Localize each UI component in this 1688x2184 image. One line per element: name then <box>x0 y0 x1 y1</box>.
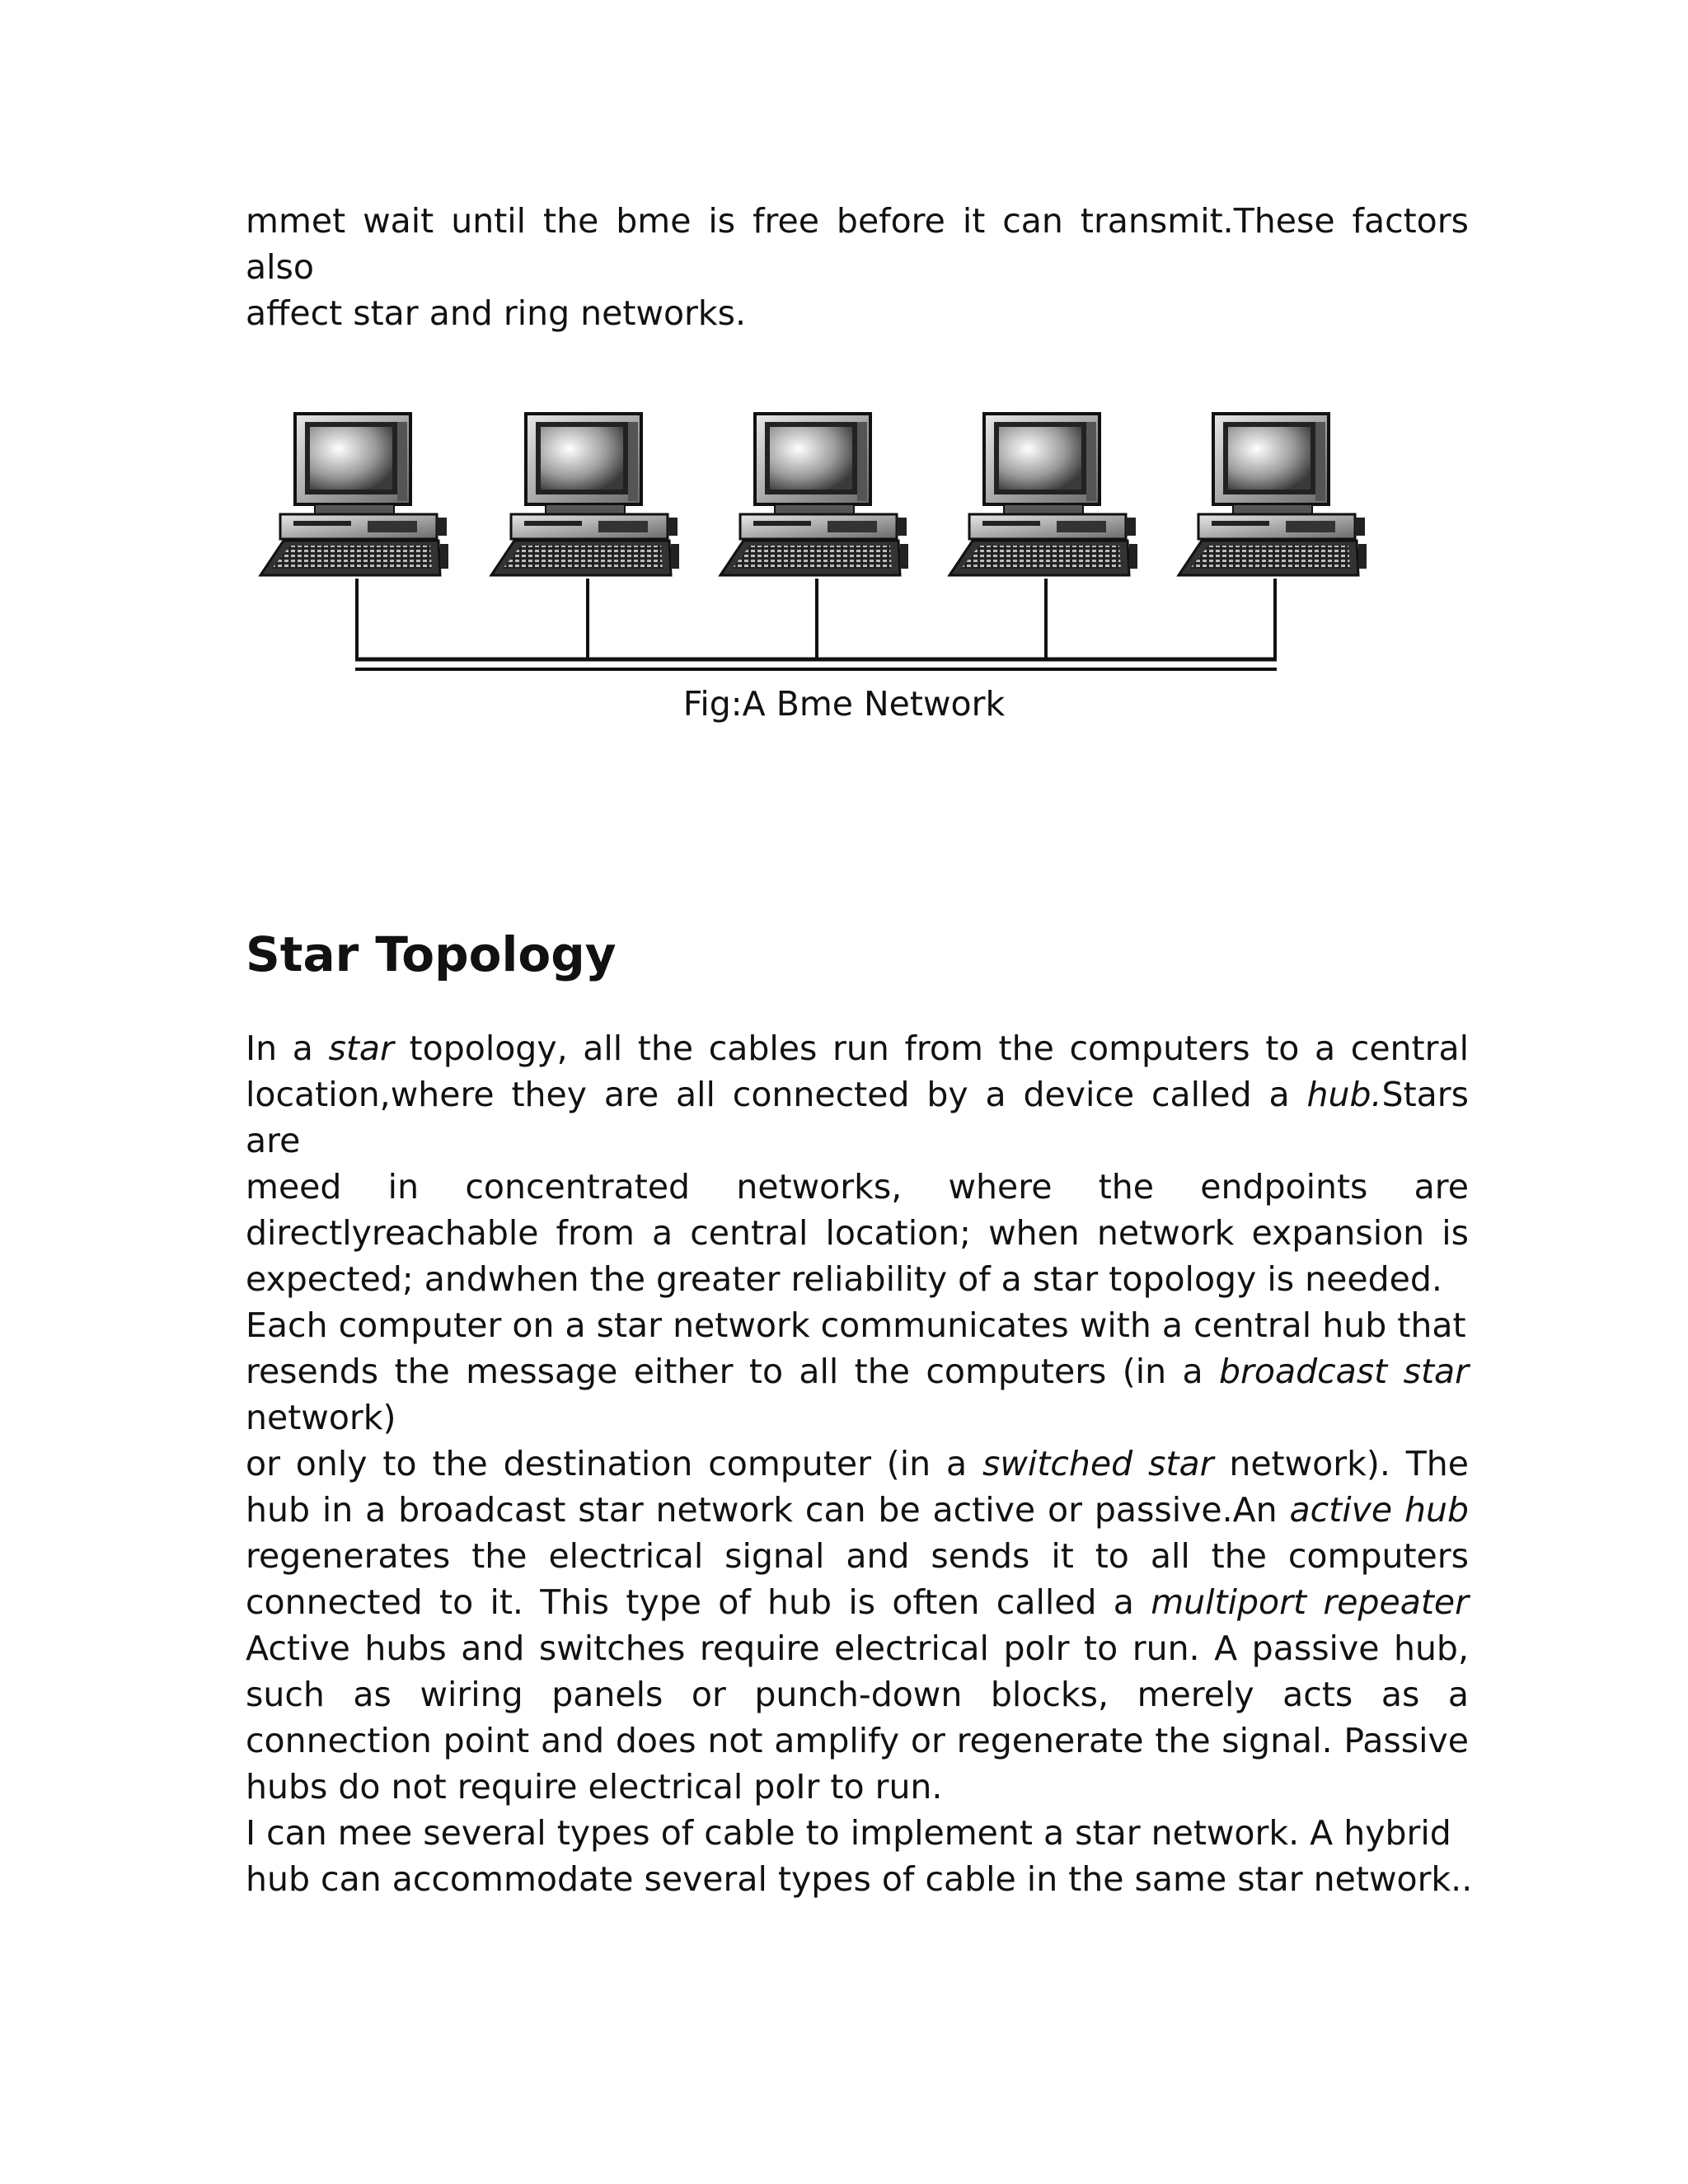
paragraph-star-intro <box>246 1025 1469 1302</box>
p2-line-8: Active hubs and switches require electrical poIr to run. A passive hub, <box>246 1629 1469 1668</box>
p1-line-3: meed in concentrated networks, where the endpoints are <box>246 1167 1469 1207</box>
p2-line-4: or only to the destination computer (in a switched star network). The <box>246 1444 1469 1483</box>
section-heading: Star Topology <box>246 926 617 982</box>
computer-icon <box>950 414 1137 575</box>
p2-line-3: network) <box>246 1398 396 1437</box>
computer-icon <box>260 414 448 575</box>
bus-backbone <box>355 659 1277 669</box>
p2-line-2: resends the message either to all the computers (in a broadcast star <box>246 1352 1469 1391</box>
intro-line-2: affect star and ring networks. <box>246 293 747 333</box>
paragraph-star-hub <box>246 1302 1473 1902</box>
figure-caption: Fig:A Bme Network <box>682 684 1006 724</box>
p2-line-6: regenerates the electrical signal and sends it to all the computers <box>246 1536 1469 1576</box>
p2-line-13: hub can accommodate several types of cable in the same star network.. <box>246 1859 1473 1899</box>
p2-line-11: hubs do not require electrical poIr to run. <box>246 1767 943 1807</box>
computer-icon <box>720 414 908 575</box>
bus-network-figure <box>244 410 1398 691</box>
computer-icon <box>491 414 679 575</box>
p2-line-10: connection point and does not amplify or regenerate the signal. Passive <box>246 1721 1469 1760</box>
p1-line-5: expected; andwhen the greater reliability of a star topology is needed. <box>246 1259 1442 1299</box>
p2-line-9: such as wiring panels or punch-down blocks, merely acts as a <box>246 1675 1469 1714</box>
p1-line-1: In a star topology, all the cables run from the computers to a central <box>246 1029 1469 1068</box>
drop-cables <box>357 579 1275 659</box>
p2-line-12: I can mee several types of cable to implement a star network. A hybrid <box>246 1813 1451 1853</box>
intro-paragraph <box>246 198 1469 336</box>
p1-line-4: directlyreachable from a central location; when network expansion is <box>246 1213 1469 1253</box>
p1-line-2: location,where they are all connected by a device called a hub.Stars are <box>246 1075 1469 1160</box>
p2-line-1: Each computer on a star network communicates with a central hub that <box>246 1305 1466 1345</box>
intro-line-1: mmet wait until the bme is free before it can transmit.These factors also <box>246 201 1469 287</box>
p2-line-5: hub in a broadcast star network can be active or passive.An active hub <box>246 1490 1469 1530</box>
p2-line-7: connected to it. This type of hub is often called a multiport repeater <box>246 1582 1469 1622</box>
computer-icon <box>1179 414 1367 575</box>
